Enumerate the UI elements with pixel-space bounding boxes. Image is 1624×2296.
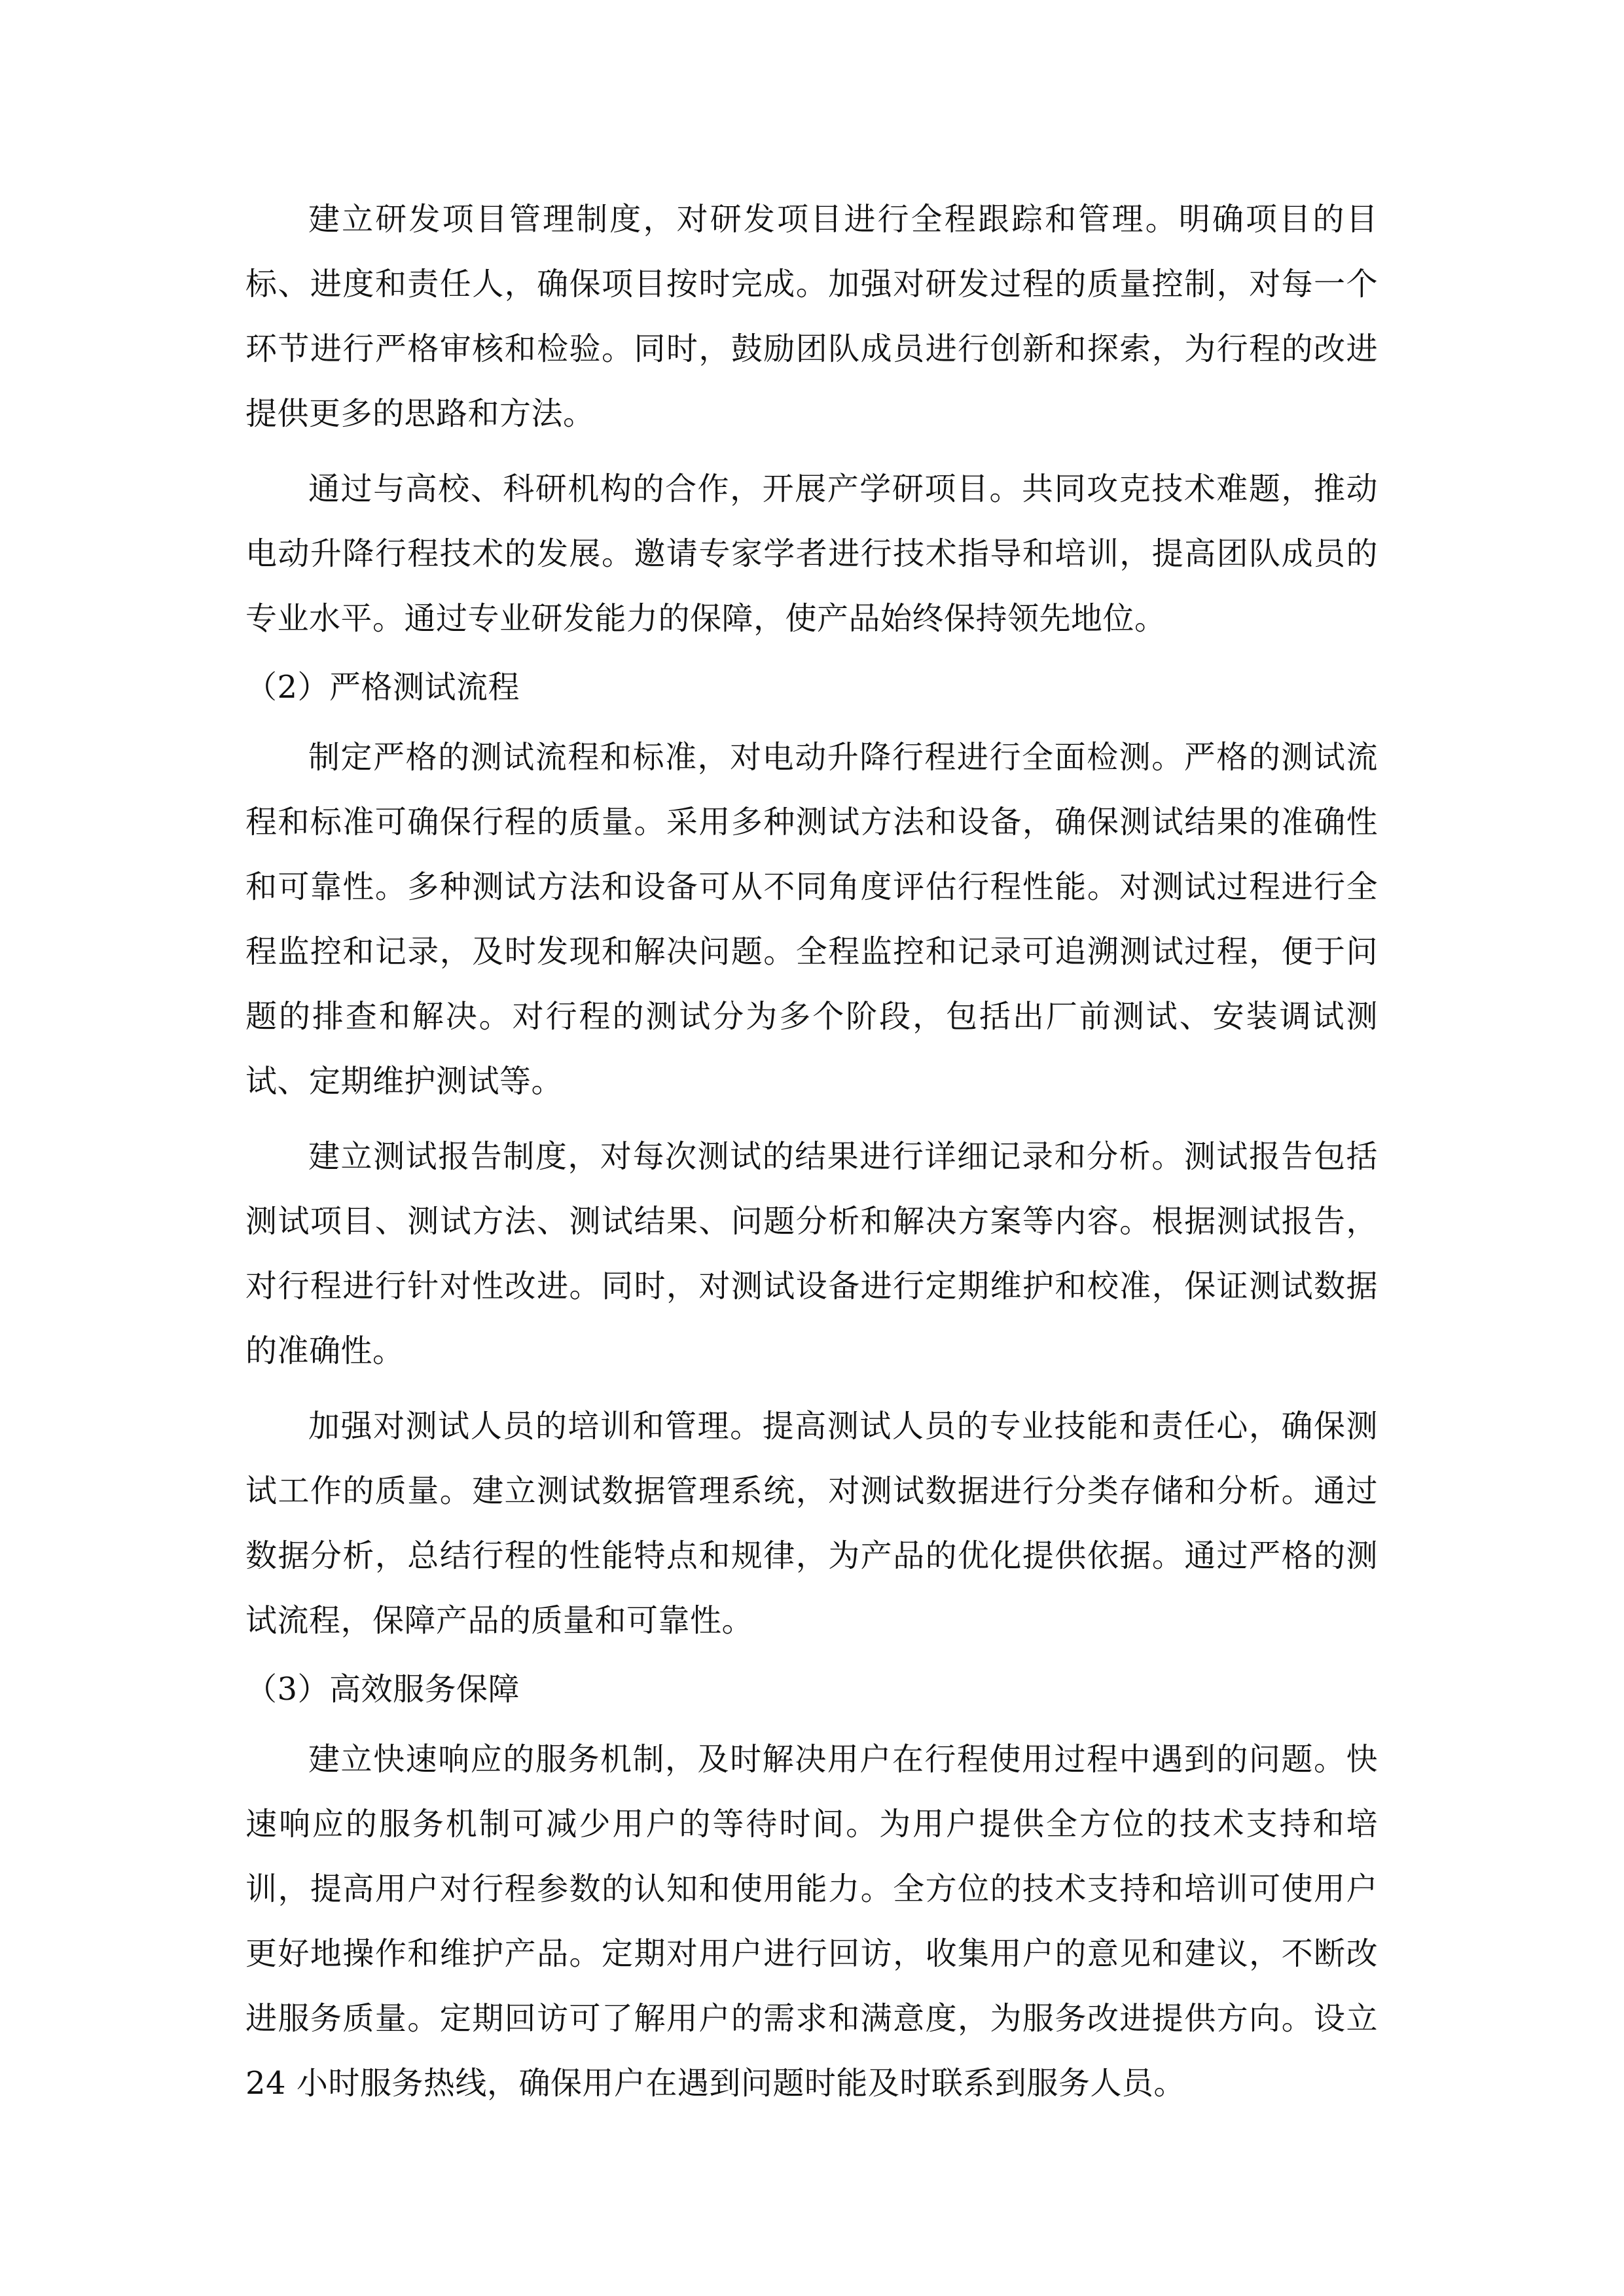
paragraph-rd-management: 建立研发项目管理制度，对研发项目进行全程跟踪和管理。明确项目的目标、进度和责任人，确保项目按时完成。加强对研发过程的质量控制，对每一个环节进行严格审核和检验。同时，鼓励团队成员进行创新和探索，为行程的改进提供更多的思路和方法。 — [245, 201, 1378, 432]
paragraph-service-mechanism: 建立快速响应的服务机制，及时解决用户在行程使用过程中遇到的问题。快速响应的服务机制可减少用户的等待时间。为用户提供全方位的技术支持和培训，提高用户对行程参数的认知和使用能力。全方位的技术支持和培训可使用户更好地操作和维护产品。定期对用户进行回访，收集用户的意见和建议，不断改进服务质量。定期回访可了解用户的需求和满意度，为服务改进提供方向。设立 24 小时服务热线，确保用户在遇到问题时能及时联系到服务人员。 — [245, 1741, 1378, 2102]
paragraph-test-report: 建立测试报告制度，对每次测试的结果进行详细记录和分析。测试报告包括测试项目、测试方法、测试结果、问题分析和解决方案等内容。根据测试报告，对行程进行针对性改进。同时，对测试设备进行定期维护和校准，保证测试数据的准确性。 — [245, 1138, 1378, 1369]
paragraph-industry-cooperation: 通过与高校、科研机构的合作，开展产学研项目。共同攻克技术难题，推动电动升降行程技术的发展。邀请专家学者进行技术指导和培训，提高团队成员的专业水平。通过专业研发能力的保障，使产品始终保持领先地位。 — [245, 471, 1378, 637]
section-heading-service: （3）高效服务保障 — [245, 1671, 520, 1708]
document-body — [245, 187, 1378, 2116]
paragraph-testing-process: 制定严格的测试流程和标准，对电动升降行程进行全面检测。严格的测试流程和标准可确保行程的质量。采用多种测试方法和设备，确保测试结果的准确性和可靠性。多种测试方法和设备可从不同角度评估行程性能。对测试过程进行全程监控和记录，及时发现和解决问题。全程监控和记录可追溯测试过程，便于问题的排查和解决。对行程的测试分为多个阶段，包括出厂前测试、安装调试测试、定期维护测试等。 — [245, 739, 1378, 1100]
paragraph-test-staff: 加强对测试人员的培训和管理。提高测试人员的专业技能和责任心，确保测试工作的质量。建立测试数据管理系统，对测试数据进行分类存储和分析。通过数据分析，总结行程的性能特点和规律，为产品的优化提供依据。通过严格的测试流程，保障产品的质量和可靠性。 — [245, 1408, 1378, 1639]
section-heading-testing: （2）严格测试流程 — [245, 669, 520, 706]
